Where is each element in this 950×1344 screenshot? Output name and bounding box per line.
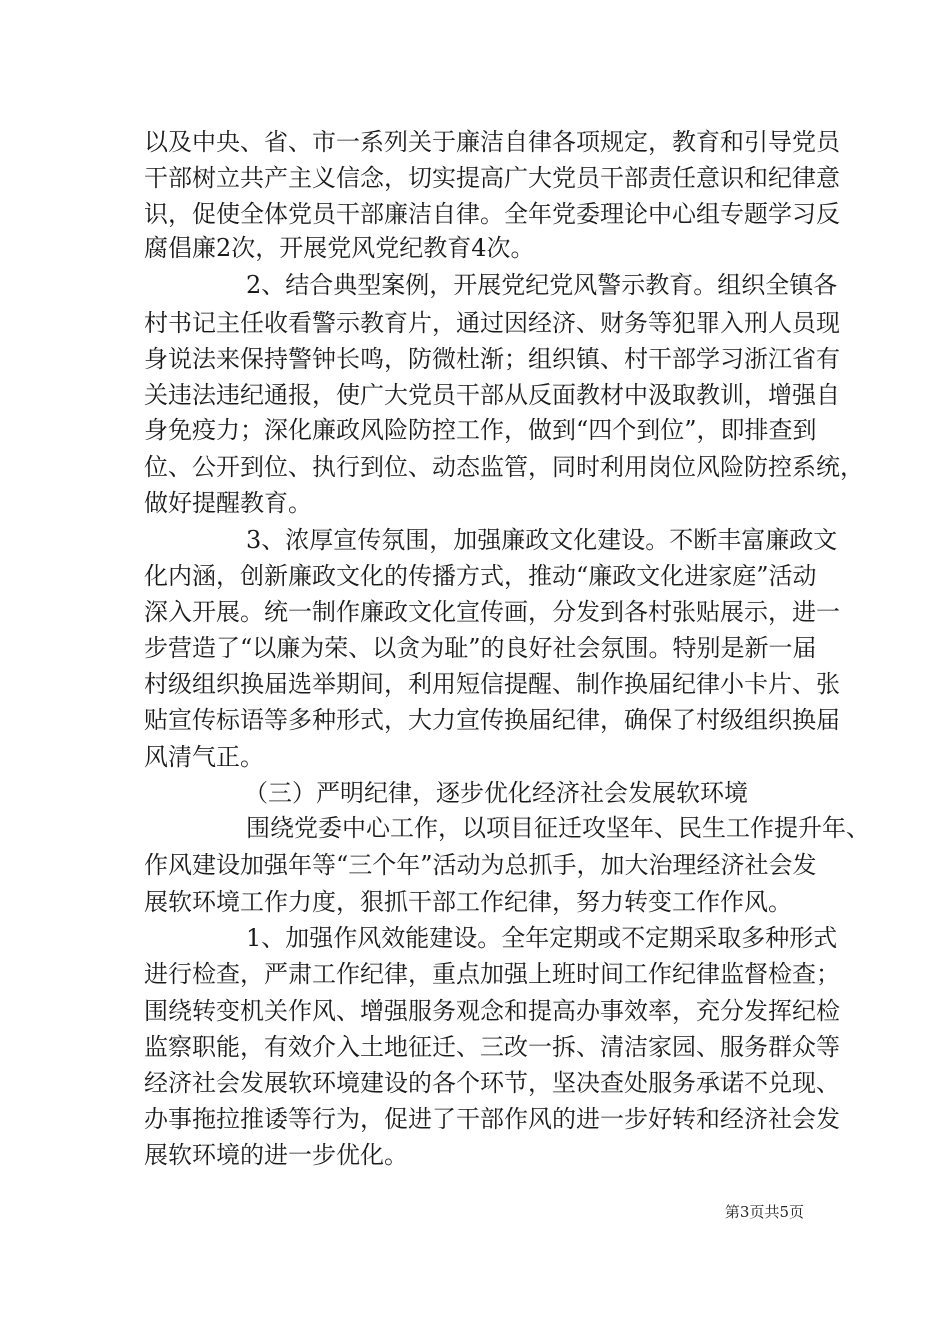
text-line: 干部树立共产主义信念，切实提高广大党员干部责任意识和纪律意 xyxy=(144,164,840,192)
text-line: 村书记主任收看警示教育片，通过因经济、财务等犯罪入刑人员现 xyxy=(144,309,840,337)
text-line: 2、结合典型案例，开展党纪党风警示教育。组织全镇各 xyxy=(246,271,838,299)
text-line: 村级组织换届选举期间，利用短信提醒、制作换届纪律小卡片、张 xyxy=(144,670,840,698)
text-line: 进行检查，严肃工作纪律，重点加强上班时间工作纪律监督检查； xyxy=(144,960,840,988)
text-line: 身说法来保持警钟长鸣，防微杜渐；组织镇、村干部学习浙江省有 xyxy=(144,345,840,373)
text-line: 身免疫力；深化廉政风险防控工作，做到“四个到位”，即排查到 xyxy=(144,416,817,444)
text-line: 步营造了“以廉为荣、以贪为耻”的良好社会氛围。特别是新一届 xyxy=(144,634,817,662)
text-line: 围绕转变机关作风、增强服务观念和提高办事效率，充分发挥纪检 xyxy=(144,997,840,1025)
text-line: 作风建设加强年等“三个年”活动为总抓手，加大治理经济社会发 xyxy=(144,851,817,879)
text-line: 监察职能，有效介入土地征迁、三改一拆、清洁家园、服务群众等 xyxy=(144,1033,840,1061)
text-line: 识，促使全体党员干部廉洁自律。全年党委理论中心组专题学习反 xyxy=(144,200,840,228)
text-line: 腐倡廉2次，开展党风党纪教育4次。 xyxy=(144,234,535,262)
section-heading: （三）严明纪律，逐步优化经济社会发展软环境 xyxy=(244,779,748,807)
text-line: 展软环境的进一步优化。 xyxy=(144,1141,408,1169)
text-line: 化内涵，创新廉政文化的传播方式，推动“廉政文化进家庭”活动 xyxy=(144,562,817,590)
page-number: 第3页共5页 xyxy=(724,1203,804,1221)
text-line: 做好提醒教育。 xyxy=(144,489,312,517)
text-line: 位、公开到位、执行到位、动态监管，同时利用岗位风险防控系统， xyxy=(144,453,864,481)
text-line: 贴宣传标语等多种形式，大力宣传换届纪律，确保了村级组织换届 xyxy=(144,706,840,734)
text-line: 办事拖拉推诿等行为，促进了干部作风的进一步好转和经济社会发 xyxy=(144,1105,840,1133)
text-line: 以及中央、省、市一系列关于廉洁自律各项规定，教育和引导党员 xyxy=(144,128,840,156)
text-line: 风清气正。 xyxy=(144,743,264,771)
text-line: 3、浓厚宣传氛围，加强廉政文化建设。不断丰富廉政文 xyxy=(246,526,838,554)
text-line: 深入开展。统一制作廉政文化宣传画，分发到各村张贴展示，进一 xyxy=(144,598,840,626)
text-line: 1、加强作风效能建设。全年定期或不定期采取多种形式 xyxy=(246,924,838,952)
text-line: 围绕党委中心工作，以项目征迁攻坚年、民生工作提升年、 xyxy=(246,814,870,842)
text-line: 经济社会发展软环境建设的各个环节，坚决查处服务承诺不兑现、 xyxy=(144,1069,840,1097)
text-line: 展软环境工作力度，狠抓干部工作纪律，努力转变工作作风。 xyxy=(144,888,792,916)
text-line: 关违法违纪通报，使广大党员干部从反面教材中汲取教训，增强自 xyxy=(144,381,840,409)
